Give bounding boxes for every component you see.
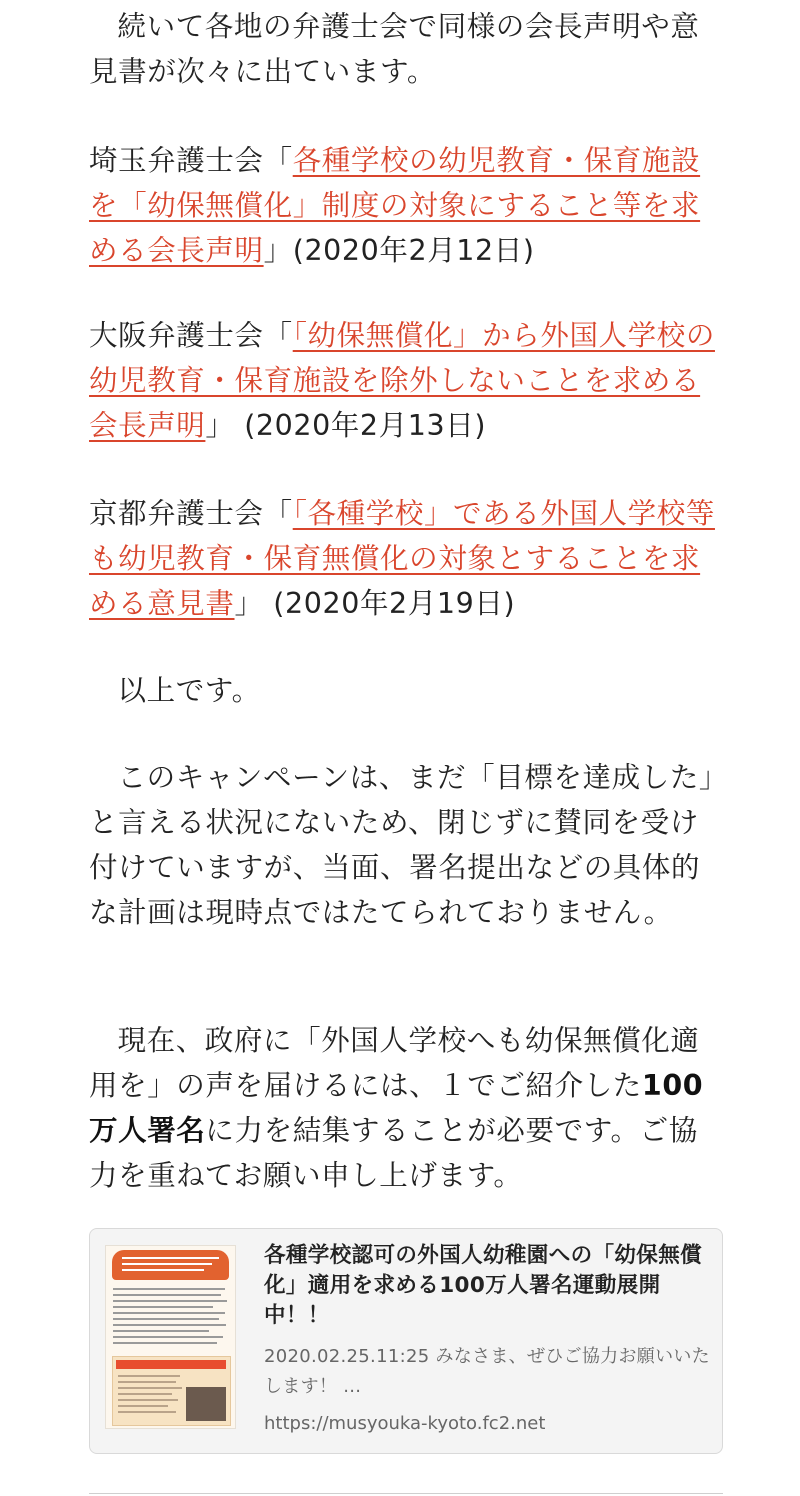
statement-close: 」 (263, 234, 293, 267)
card-title[interactable]: 各種学校認可の外国人幼稚園への「幼保無償化」適用を求める100万人署名運動展開中！！ (264, 1243, 703, 1328)
intro-paragraph: 続いて各地の弁護士会で同様の会長声明や意見書が次々に出ています。 (89, 10, 700, 88)
statement-org: 埼玉弁護士会「 (89, 144, 293, 177)
statement-close: 」 (205, 409, 235, 442)
current-text-after: に力を結集することが必要です。ご協力を重ねてお願い申し上げます。 (89, 1114, 698, 1192)
current-paragraph (89, 1018, 725, 1198)
statement-date: (2020年2月13日) (244, 409, 487, 442)
statement-osaka (89, 313, 725, 448)
link-preview-card[interactable] (89, 1228, 723, 1454)
card-url[interactable]: https://musyouka-kyoto.fc2.net (264, 1413, 546, 1434)
statement-org: 大阪弁護士会「 (89, 319, 293, 352)
current-text-before: 現在、政府に「外国人学校へも幼保無償化適用を」の声を届けるには、１でご紹介した (89, 1024, 700, 1102)
statement-date: (2020年2月19日) (273, 587, 516, 620)
flyer-thumbnail-icon (105, 1245, 236, 1429)
statement-link-osaka[interactable]: 「幼保無償化」から外国人学校の幼児教育・保育施設を除外しないことを求める会長声明 (89, 319, 715, 442)
statement-kyoto (89, 491, 725, 626)
campaign-paragraph: このキャンペーンは、まだ「目標を達成した」と言える状況にないため、閉じずに賛同を受け付けていますが、当面、署名提出などの具体的な計画は現時点ではたてられておりません。 (89, 761, 714, 929)
statement-date: (2020年2月12日) (292, 234, 535, 267)
divider (89, 1493, 723, 1494)
statement-saitama (89, 138, 725, 273)
signature-count-bold: 100万人署名 (89, 1069, 704, 1147)
statement-org: 京都弁護士会「 (89, 497, 293, 530)
statement-close: 」 (234, 587, 264, 620)
statement-link-kyoto[interactable]: 「各種学校」である外国人学校等も幼児教育・保育無償化の対象とすることを求める意見書 (89, 497, 715, 620)
closing-paragraph: 以上です。 (117, 674, 261, 707)
card-description: 2020.02.25.11:25 みなさま、ぜひご協力お願いいたします！ ... (264, 1346, 710, 1397)
statement-link-saitama[interactable]: 各種学校の幼児教育・保育施設を「幼保無償化」制度の対象にすること等を求める会長声明 (89, 144, 701, 267)
